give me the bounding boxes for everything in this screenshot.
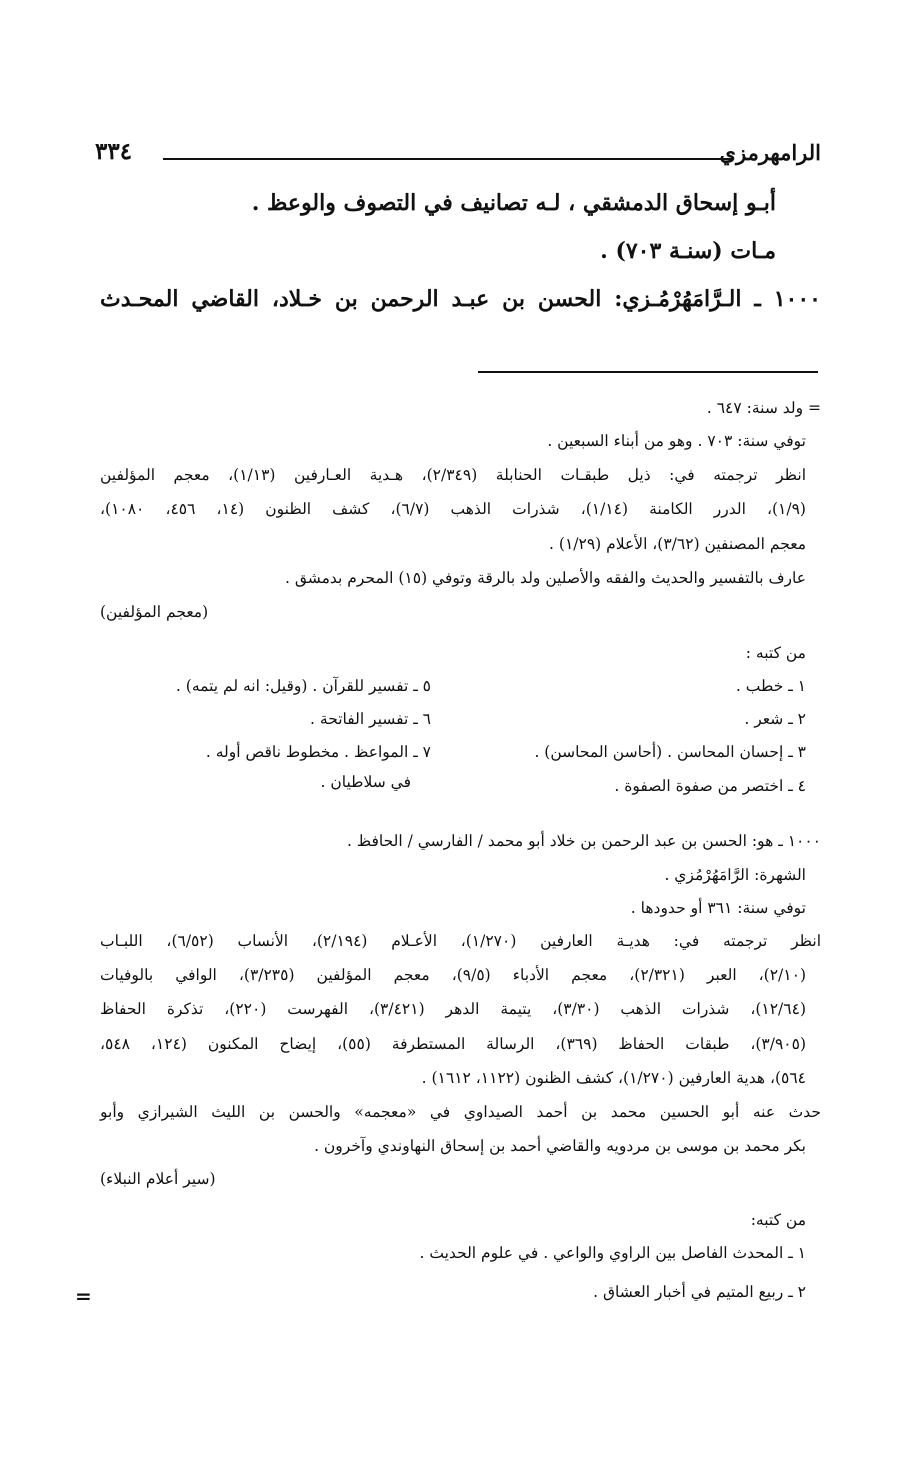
book-item: ٧ ـ المواعظ . مخطوط ناقص أوله . (205, 743, 431, 761)
book-item: في سلاطيان . (320, 773, 411, 791)
footnote-refs-line: (٢/١٠)، العبر (٢/٣٢١)، معجم الأدباء (٩/٥)، معجم المؤلفين (٣/٢٣٥)، الوافي بالوفيات (100, 966, 806, 984)
footnote-refs-line: انظر ترجمته في: هديـة العارفين (١/٢٧٠)، الأعـلام (٢/١٩٤)، الأنساب (٦/٥٢)، اللبـاب (100, 932, 822, 950)
footnote-refs-line: انظر ترجمته في: ذيل طبقـات الحنابلة (٢/٣٤٩)، هـدية العـارفين (١/١٣)، معجم المؤلفين (100, 466, 806, 484)
footnote-refs-line: (١٢/٦٤)، شذرات الذهب (٣/٣٠)، يتيمة الدهر (٣/٤٢١)، الفهرست (٢٢٠)، تذكرة الحفاظ (100, 1000, 806, 1018)
page-number: ٣٣٤ (95, 138, 133, 165)
header-rule (163, 158, 733, 160)
footnote-refs-line: (٣/٩٠٥)، طبقات الحفاظ (٣٦٩)، الرسالة المستطرفة (٥٥)، إيضاح المكنون (١٢٤، ٥٤٨، (100, 1035, 806, 1053)
footnote-death: توفي سنة: ٧٠٣ . وهو من أبناء السبعين . (547, 432, 806, 450)
main-text-line: مـات (سنـة ٧٠٣) . (600, 238, 776, 264)
footnote-refs-line: (١/٩)، الدرر الكامنة (١/١٤)، شذرات الذهب (٦/٧)، كشف الظنون (١٤، ٤٥٦، ١٠٨٠)، (100, 500, 806, 518)
footnote-source: (معجم المؤلفين) (100, 603, 209, 621)
footnote-refs-line: معجم المصنفين (٣/٦٢)، الأعلام (١/٢٩) . (549, 535, 806, 553)
footnote-source: (سير أعلام النبلاء) (100, 1170, 216, 1188)
footnote-fame: الشهرة: الرَّامَهُرْمُزي . (664, 866, 806, 884)
book-item: ١ ـ خطب . (735, 677, 806, 695)
footnote-birth: = ولد سنة: ٦٤٧ . (706, 399, 821, 417)
footnote-identity: ١٠٠٠ ـ هو: الحسن بن عبد الرحمن بن خلاد أبو محمد / الفارسي / الحافظ . (346, 832, 821, 850)
footnote-separator (478, 371, 818, 373)
book-item: ١ ـ المحدث الفاصل بين الراوي والواعي . في علوم الحديث . (419, 1244, 806, 1262)
books-heading: من كتبه : (745, 644, 806, 662)
entry-heading: ١٠٠٠ ـ الـرَّامَهُرْمُـزي: الحسن بن عبـد الرحمن بن خـلاد، القاضي المحـدث (100, 286, 821, 312)
books-heading: من كتبه: (750, 1211, 806, 1229)
running-title: الرامهرمزي (719, 140, 821, 165)
footnote-narration-line: بكر محمد بن موسى بن مردويه والقاضي أحمد بن إسحاق النهاوندي وآخرون . (314, 1137, 806, 1155)
footnote-refs-line: ٥٦٤)، هدية العارفين (١/٢٧٠)، كشف الظنون (١١٢٢، ١٦١٢) . (421, 1069, 806, 1087)
main-text-line: أبـو إسحاق الدمشقي ، لـه تصانيف في التصوف والوعظ . (251, 190, 776, 216)
footnote-narration-line: حدث عنه أبو الحسين محمد بن أحمد الصيداوي في «معجمه» والحسن بن الليث الشيرازي وأبو (100, 1103, 821, 1121)
footnote-description: عارف بالتفسير والحديث والفقه والأصلين ولد بالرقة وتوفي (١٥) المحرم بدمشق . (285, 569, 806, 587)
book-item: ٤ ـ اختصر من صفوة الصفوة . (614, 777, 806, 795)
book-item: ٢ ـ شعر . (744, 710, 806, 728)
continuation-mark: = (75, 1284, 92, 1308)
book-item: ٥ ـ تفسير للقرآن . (وقيل: انه لم يتمه) . (175, 677, 431, 695)
book-item: ٦ ـ تفسير الفاتحة . (310, 710, 431, 728)
book-item: ٢ ـ ربيع المتيم في أخبار العشاق . (593, 1283, 806, 1301)
footnote-death: توفي سنة: ٣٦١ أو حدودها . (630, 899, 806, 917)
book-item: ٣ ـ إحسان المحاسن . (أحاسن المحاسن) . (534, 743, 806, 761)
